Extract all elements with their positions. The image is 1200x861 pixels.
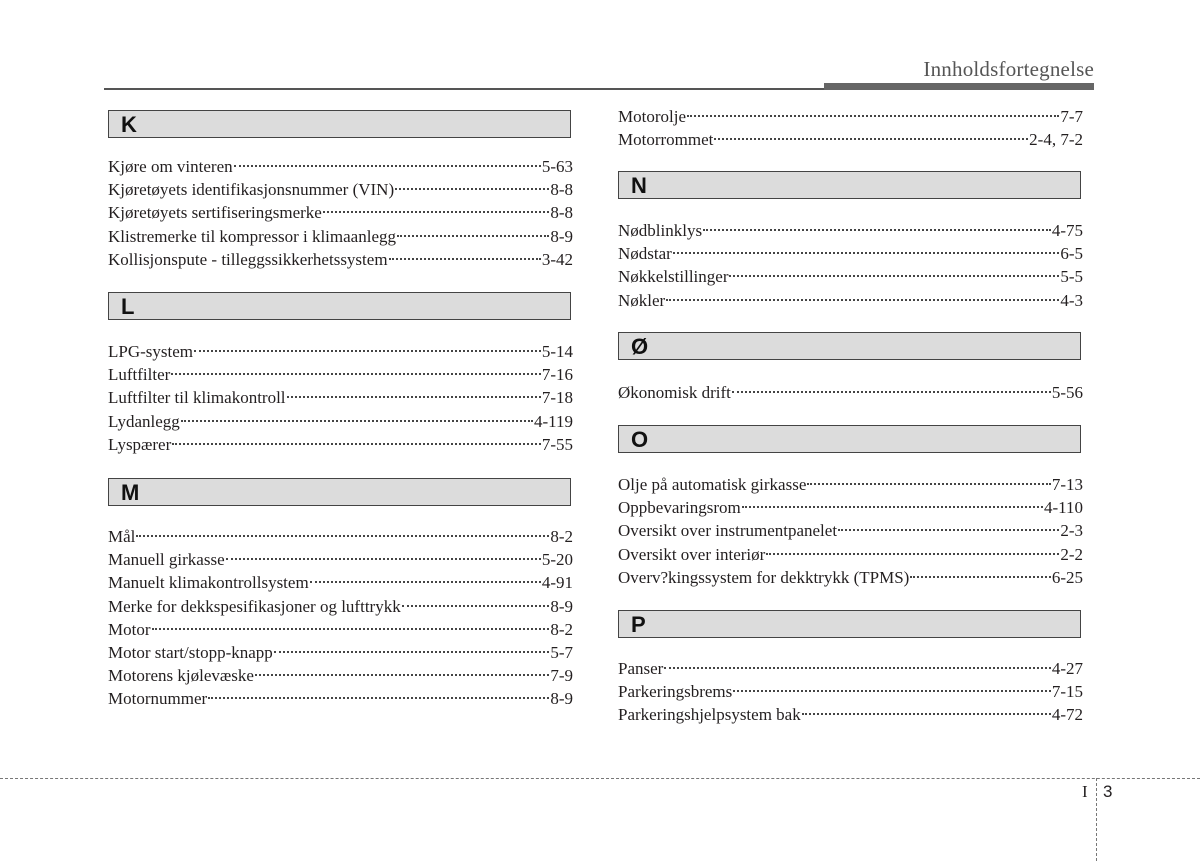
dot-leader xyxy=(208,697,549,699)
entry-page: 5-7 xyxy=(550,642,573,662)
dot-leader xyxy=(152,628,550,630)
footer-dashed-divider xyxy=(1096,778,1097,861)
section-entries-oe xyxy=(618,381,1083,404)
entry-name: Manuell girkasse xyxy=(108,550,225,570)
section-entries-n xyxy=(618,219,1083,312)
entry-name: Lyspærer xyxy=(108,434,172,454)
dot-leader xyxy=(323,211,549,213)
entry-name: Klistremerke til kompressor i klimaanlegg xyxy=(108,226,396,246)
entry-name: Parkeringsbrems xyxy=(618,682,733,702)
index-entry[interactable] xyxy=(618,381,1083,404)
entry-name: Parkeringshjelpsystem bak xyxy=(618,705,801,725)
index-entry[interactable] xyxy=(108,571,573,594)
section-entries-o xyxy=(618,473,1083,589)
section-entries-k xyxy=(108,155,573,271)
dot-leader xyxy=(395,188,549,190)
index-entry[interactable] xyxy=(108,664,573,687)
index-entry[interactable] xyxy=(618,566,1083,589)
entry-name: Motorens kjølevæske xyxy=(108,666,254,686)
entry-page: 8-9 xyxy=(550,226,573,246)
entry-name: Kjøretøyets identifikasjonsnummer (VIN) xyxy=(108,180,395,200)
entry-page: 3-42 xyxy=(541,249,573,269)
entry-page: 7-9 xyxy=(550,666,573,686)
entry-page: 4-27 xyxy=(1051,659,1083,678)
index-entry[interactable] xyxy=(618,128,1083,151)
index-entry[interactable] xyxy=(618,657,1083,680)
entry-name: Motorrommet xyxy=(618,130,714,150)
index-entry[interactable] xyxy=(108,641,573,664)
index-entry[interactable] xyxy=(618,543,1083,566)
entry-name: Kollisjonspute - tilleggssikkerhetssystem xyxy=(108,249,388,269)
entry-page: 4-110 xyxy=(1043,498,1083,518)
section-header-p: P xyxy=(618,610,1081,638)
entry-page: 7-16 xyxy=(541,365,573,385)
entry-name: Økonomisk drift xyxy=(618,383,731,402)
index-entry[interactable] xyxy=(618,105,1083,128)
index-entry[interactable] xyxy=(108,410,573,433)
dot-leader xyxy=(733,690,1051,692)
section-header-m: M xyxy=(108,478,571,506)
section-header-k: K xyxy=(108,110,571,138)
dot-leader xyxy=(389,258,541,260)
dot-leader xyxy=(742,506,1043,508)
entry-name: Panser xyxy=(618,659,664,678)
entry-name: Luftfilter til klimakontroll xyxy=(108,388,286,408)
entry-page: 8-8 xyxy=(550,180,573,200)
entry-page: 4-72 xyxy=(1051,705,1083,725)
entry-page: 5-56 xyxy=(1051,383,1083,402)
index-entry[interactable] xyxy=(108,225,573,248)
entry-page: 5-5 xyxy=(1060,267,1083,287)
dot-leader xyxy=(664,667,1051,669)
entry-page: 4-75 xyxy=(1051,221,1083,240)
index-entry[interactable] xyxy=(108,548,573,571)
entry-page: 4-3 xyxy=(1060,290,1083,310)
index-entry[interactable] xyxy=(108,386,573,409)
entry-page: 6-25 xyxy=(1051,567,1083,587)
entry-name: Kjøre om vinteren xyxy=(108,157,233,176)
entry-page: 7-55 xyxy=(541,434,573,454)
dot-leader xyxy=(766,553,1059,555)
section-entries-l xyxy=(108,340,573,456)
section-entries-m-continued xyxy=(618,105,1083,151)
dot-leader xyxy=(703,229,1051,231)
dot-leader xyxy=(807,483,1050,485)
dot-leader xyxy=(172,443,541,445)
entry-page: 8-2 xyxy=(550,619,573,639)
index-entry[interactable] xyxy=(108,155,573,178)
dot-leader xyxy=(729,275,1059,277)
dot-leader xyxy=(910,576,1051,578)
index-entry[interactable] xyxy=(108,178,573,201)
dot-leader xyxy=(666,299,1059,301)
header-accent-bar xyxy=(824,83,1094,90)
entry-name: Oppbevaringsrom xyxy=(618,498,741,518)
entry-page: 5-63 xyxy=(541,157,573,176)
index-entry[interactable] xyxy=(108,340,573,363)
entry-page: 2-3 xyxy=(1060,521,1083,541)
entry-name: Mål xyxy=(108,527,136,546)
entry-page: 6-5 xyxy=(1060,244,1083,264)
entry-name: Oversikt over instrumentpanelet xyxy=(618,521,838,541)
entry-page: 5-14 xyxy=(541,342,573,361)
index-entry[interactable] xyxy=(618,496,1083,519)
index-entry[interactable] xyxy=(108,363,573,386)
dot-leader xyxy=(136,535,549,537)
dot-leader xyxy=(226,558,541,560)
entry-name: Motor xyxy=(108,619,151,639)
section-header-n: N xyxy=(618,171,1081,199)
dot-leader xyxy=(838,529,1059,531)
entry-name: Luftfilter xyxy=(108,365,171,385)
entry-name: Lydanlegg xyxy=(108,411,180,431)
section-entries-m xyxy=(108,525,573,711)
entry-page: 8-2 xyxy=(550,527,573,546)
index-entry[interactable] xyxy=(618,519,1083,542)
entry-name: Nødstar xyxy=(618,244,672,264)
section-header-o: O xyxy=(618,425,1081,453)
entry-page: 2-4, 7-2 xyxy=(1029,130,1083,150)
index-entry[interactable] xyxy=(108,201,573,224)
entry-name: Nøkler xyxy=(618,290,666,310)
index-entry[interactable] xyxy=(108,618,573,641)
index-entry[interactable] xyxy=(618,703,1083,726)
page-header-title: Innholdsfortegnelse xyxy=(923,57,1094,81)
footer-section-label: I xyxy=(1082,782,1088,801)
entry-name: Nødblinklys xyxy=(618,221,703,240)
index-entry[interactable] xyxy=(618,242,1083,265)
section-header-oe: Ø xyxy=(618,332,1081,360)
entry-name: Kjøretøyets sertifiseringsmerke xyxy=(108,203,322,223)
entry-name: Manuelt klimakontrollsystem xyxy=(108,573,309,593)
entry-name: Motornummer xyxy=(108,689,208,709)
entry-name: Olje på automatisk girkasse xyxy=(618,475,807,494)
entry-page: 7-18 xyxy=(541,388,573,408)
dot-leader xyxy=(255,674,549,676)
entry-page: 5-20 xyxy=(541,550,573,570)
index-entry[interactable] xyxy=(108,433,573,456)
dot-leader xyxy=(802,713,1051,715)
dot-leader xyxy=(310,581,541,583)
entry-name: LPG-system xyxy=(108,342,193,361)
entry-page: 4-91 xyxy=(541,573,573,593)
index-entry[interactable] xyxy=(618,473,1083,496)
index-entry[interactable] xyxy=(108,595,573,618)
entry-name: Motor start/stopp-knapp xyxy=(108,642,273,662)
index-entry[interactable] xyxy=(108,248,573,271)
entry-name: Motorolje xyxy=(618,107,686,126)
entry-page: 7-7 xyxy=(1060,107,1083,126)
entry-page: 2-2 xyxy=(1060,544,1083,564)
footer-page-number: 3 xyxy=(1103,782,1113,801)
entry-name: Nøkkelstillinger xyxy=(618,267,729,287)
dot-leader xyxy=(194,350,541,352)
section-entries-p xyxy=(618,657,1083,727)
dot-leader xyxy=(732,391,1051,393)
dot-leader xyxy=(687,115,1059,117)
dot-leader xyxy=(714,138,1028,140)
dot-leader xyxy=(181,420,533,422)
entry-name: Merke for dekkspesifikasjoner og lufttrykk xyxy=(108,596,401,616)
entry-page: 4-119 xyxy=(533,411,573,431)
index-entry[interactable] xyxy=(108,687,573,710)
dot-leader xyxy=(673,252,1060,254)
entry-page: 7-15 xyxy=(1051,682,1083,702)
index-entry[interactable] xyxy=(618,289,1083,312)
index-entry[interactable] xyxy=(108,525,573,548)
entry-page: 7-13 xyxy=(1051,475,1083,494)
dot-leader xyxy=(171,373,541,375)
section-header-l: L xyxy=(108,292,571,320)
index-entry[interactable] xyxy=(618,265,1083,288)
footer-dashed-rule xyxy=(0,778,1200,779)
dot-leader xyxy=(397,235,549,237)
entry-page: 8-9 xyxy=(550,596,573,616)
entry-page: 8-9 xyxy=(550,689,573,709)
index-entry[interactable] xyxy=(618,219,1083,242)
entry-name: Overv?kingssystem for dekktrykk (TPMS) xyxy=(618,567,910,587)
dot-leader xyxy=(234,165,541,167)
entry-name: Oversikt over interiør xyxy=(618,544,766,564)
dot-leader xyxy=(402,605,550,607)
index-entry[interactable] xyxy=(618,680,1083,703)
dot-leader xyxy=(274,651,550,653)
dot-leader xyxy=(287,396,541,398)
entry-page: 8-8 xyxy=(550,203,573,223)
